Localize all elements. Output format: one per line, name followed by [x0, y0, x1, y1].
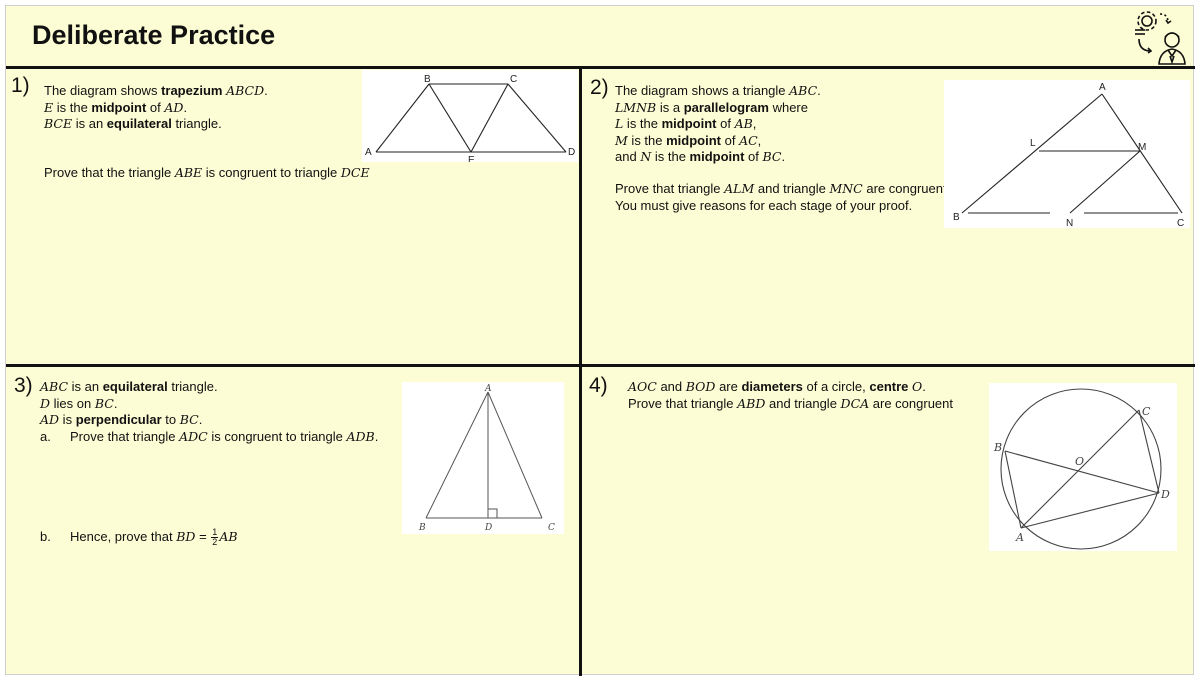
q3-number: 3): [14, 374, 33, 397]
q1-label-c: C: [510, 74, 518, 85]
teacher-gear-icon: [1133, 8, 1191, 66]
q4-label-c: C: [1142, 405, 1151, 418]
slide: [5, 5, 1194, 675]
q3-label-b: B: [419, 523, 426, 533]
q1-trapezium-diagram: [362, 70, 578, 162]
q3-text: ABC is an equilateral triangle. D lies on BC. AD is perpendicular to BC. a. Prove that triangle ADC is congruent to triangle ADB.: [40, 379, 379, 444]
q3-label-d: D: [485, 523, 493, 533]
middle-divider: [6, 364, 1195, 367]
q4-label-d: D: [1161, 488, 1170, 501]
q1-text: The diagram shows trapezium ABCD. E is the midpoint of AD. BCE is an equilateral triangle.: [44, 83, 268, 131]
q4-circle-diagram: [989, 383, 1177, 551]
q1-prove-text: Prove that the triangle ABE is congruent to triangle DCE: [44, 165, 370, 180]
q2-label-a: A: [1099, 82, 1106, 93]
q3-equilateral-diagram: [402, 382, 564, 534]
q2-number: 2): [590, 76, 609, 99]
q1-number: 1): [11, 74, 30, 97]
center-divider: [579, 68, 582, 676]
q2-prove-text: Prove that triangle ALM and triangle MNC are congruent. You must give reasons for each stage of your proof.: [615, 181, 951, 213]
q3-label-a: A: [485, 384, 492, 394]
page-title: Deliberate Practice: [32, 20, 276, 50]
q4-label-a: A: [1016, 531, 1024, 544]
q2-text: The diagram shows a triangle ABC. LMNB is a parallelogram where L is the midpoint of AB, M is the midpoint of AC, and N is the midpoint of BC.: [615, 83, 821, 164]
q2-label-b: B: [953, 212, 960, 223]
q1-label-d: D: [568, 147, 576, 158]
q3-label-c: C: [548, 523, 555, 533]
q2-label-l: L: [1030, 138, 1036, 149]
q2-label-c: C: [1177, 218, 1185, 228]
q1-label-b: B: [424, 74, 431, 85]
q4-label-o: O: [1075, 455, 1085, 468]
q1-label-e: E: [468, 155, 475, 162]
q2-label-n: N: [1066, 218, 1074, 228]
q2-label-m: M: [1138, 142, 1147, 153]
q4-number: 4): [589, 374, 608, 397]
q4-label-b: B: [994, 441, 1003, 454]
q3-part-b: b. Hence, prove that BD = $\frac{1}{2}$ AB: [40, 527, 238, 547]
q1-label-a: A: [365, 147, 372, 158]
header-divider: [6, 66, 1195, 69]
q2-triangle-diagram: [944, 80, 1190, 228]
q4-text: AOC and BOD are diameters of a circle, centre O. Prove that triangle ABD and triangle DCA are congruent: [628, 379, 954, 411]
